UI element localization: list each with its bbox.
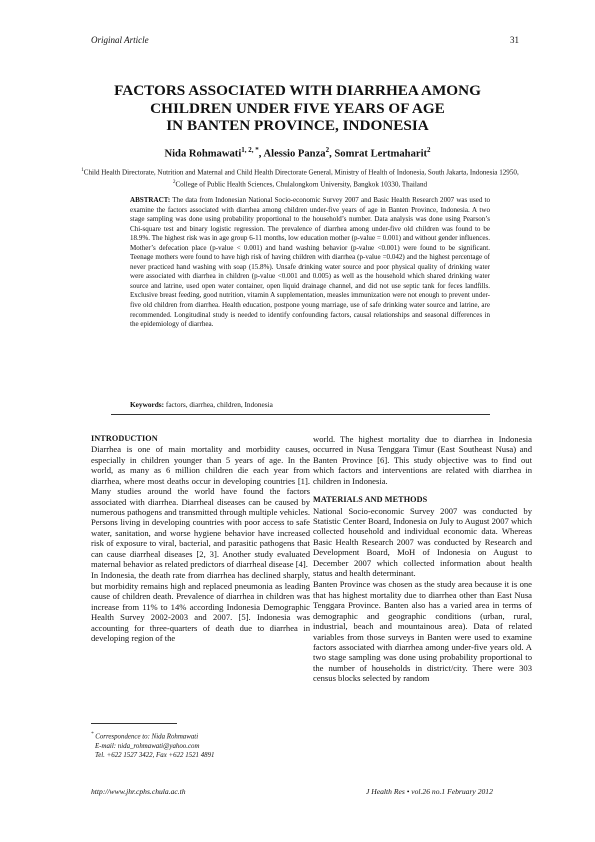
paragraph: Banten Province was chosen as the study area because it is one that has highest mortality due to diarrhea other than East Nusa Tenggara Province. Banten also has a varied area in terms of demographic and geographic conditions (urban, rural, industrial, beach and mountainous area). Data of related variables from those surveys in Banten were used to examine factors associated with diarrhea among under-five years old. A two stage sampling was done using probability proportional to the number of households in district/city. There were 303 census blocks selected by random <box>313 579 532 684</box>
footnote-line <box>91 730 310 742</box>
affiliation-text: Child Health Directorate, Nutrition and Maternal and Child Health Directorate General, Ministry of Health of Indonesia, South Jakarta, Indonesia 12950, <box>83 168 519 177</box>
abstract <box>130 196 490 330</box>
author-affiliation-mark: 2 <box>325 146 330 154</box>
left-column <box>91 434 310 644</box>
abstract-label: ABSTRACT: <box>130 196 171 204</box>
paper-title <box>60 82 535 135</box>
paragraph: world. The highest mortality due to diarrhea in Indonesia occurred in Nusa Tenggara Timur (East Southeast Nusa) and Banten Province [6]. This study objective was to find out which factors and interventions are related with diarrhea in children in Indonesia. <box>313 434 532 486</box>
footnote-divider <box>91 723 177 724</box>
paragraph: National Socio-economic Survey 2007 was conducted by Statistic Center Board, Indonesia on July to August 2007 which collected household and individual economic data. Whereas Basic Health Research 2007 was conducted by Research and Development Board, MoH of Indonesia on August to December 2007 which collected information about health status and health determinant. <box>313 505 532 579</box>
right-column <box>313 434 532 685</box>
author-affiliation-mark: 2 <box>427 146 431 154</box>
title-line: CHILDREN UNDER FIVE YEARS OF AGE <box>150 99 445 117</box>
affiliation-mark: 2 <box>172 179 176 185</box>
title-line: FACTORS ASSOCIATED WITH DIARRHEA AMONG <box>114 82 481 99</box>
footnote-mark: * <box>91 732 94 737</box>
affiliation-mark: 1 <box>81 168 84 173</box>
correspondence-footnote <box>91 730 310 761</box>
affiliations <box>70 166 530 190</box>
author-list <box>40 146 555 160</box>
footnote-email: E-mail: nida_rohmawati@yahoo.com <box>95 742 200 750</box>
keywords <box>130 400 490 409</box>
author-affiliation-mark: 1, 2, * <box>241 146 259 154</box>
paragraph: In Indonesia, the death rate from diarrhea has declined sharply, but morbidity remains high and replaced pneumonia as leading cause of children death. Prevalence of diarrhea in children was increase from 11% to 14% according Indonesia Demographic Health Survey 2002-2003 and 2007. [5]. Indonesia was accounting for three-quarters of death due to diarrhea in developing region of the <box>91 570 310 644</box>
abstract-text: The data from Indonesian National Socio-economic Survey 2007 and Basic Health Research 2007 was used to examine the factors associated with diarrhea among children under-five years of age in Banten Province, Indonesia. A two stage sampling was done using probability proportional to the household’s number. Data analysis was done using Pearson’s Chi-square test and binary logistic regression. The prevalence of diarrhea among under-five old children was found to be 18.9%. The highest risk was in age group 6-11 months, low education mother (p-value = 0.001) and without gender influences. Mother’s defecation place (p-value < 0.001) and hand washing behavior (p-value <0.001) were found to be significant. Teenage mothers were found to have high risk of having children with diarrhea (p-value =0.042) and the highest percentage of never practiced hand washing with soap (15.8%). Unsafe drinking water source and poor physical quality of drinking water were associated with diarrhea in children (p-value <0.001 and 0.005) as well as the household which shared drinking water source and latrine, used open water container, open liquid drainage channel, and did not use septic tank for feces landfills. Exclusive breast feeding, good nutrition, vitamin A supplementation, measles immunization were not enough to prevent under-five old children from diarrhea. Health education, postpone young marriage, use of safe drinking water source and latrine, are recommended. Longitudinal study is needed to identify confounding factors, causal relationships and seasonal differences in the epidemiology of diarrhea. <box>130 196 490 329</box>
paragraph: Diarrhea is one of main mortality and morbidity causes, especially in children younger than 5 years of age. In the world, as many as 6 million children die each year from diarrhea, where most deaths occur in developing countries [1]. Many studies around the world have found the factors associated with diarrhea. Diarrheal diseases can be caused by numerous pathogens and transmitted through multiple vehicles. Persons living in developing countries with poor access to safe water, sanitation, and worse hygiene behavior have increased risk of exposure to viral, bacterial, and parasitic pathogens that can cause diarrheal diseases [2, 3]. Another study evaluated maternal behavior as related predictors of diarrheal disease [4]. <box>91 444 310 570</box>
keywords-text: factors, diarrhea, children, Indonesia <box>164 400 273 409</box>
footnote-correspondence: Correspondence to: Nida Rohmawati <box>93 733 199 741</box>
footer-url: http://www.jhr.cphs.chula.ac.th <box>91 787 186 796</box>
author-name: , Alessio Panza <box>258 148 326 160</box>
section-label: Original Article <box>91 35 149 45</box>
page-number: 31 <box>510 35 519 45</box>
author-name: , Somrat Lertmaharit <box>329 148 428 160</box>
section-heading-methods: MATERIALS AND METHODS <box>313 495 428 505</box>
affiliation-text: College of Public Health Sciences, Chulalongkorn University, Bangkok 10330, Thailand <box>175 180 428 189</box>
title-line: IN BANTEN PROVINCE, INDONESIA <box>166 117 429 134</box>
section-heading-introduction: INTRODUCTION <box>91 434 158 443</box>
author-name: Nida Rohmawati <box>164 148 242 160</box>
footnote-phone: Tel. +622 1527 3422, Fax +622 1521 4891 <box>95 752 215 760</box>
keywords-label: Keywords: <box>130 400 165 409</box>
footer-citation: J Health Res • vol.26 no.1 February 2012 <box>366 787 493 796</box>
abstract-divider <box>111 414 490 415</box>
